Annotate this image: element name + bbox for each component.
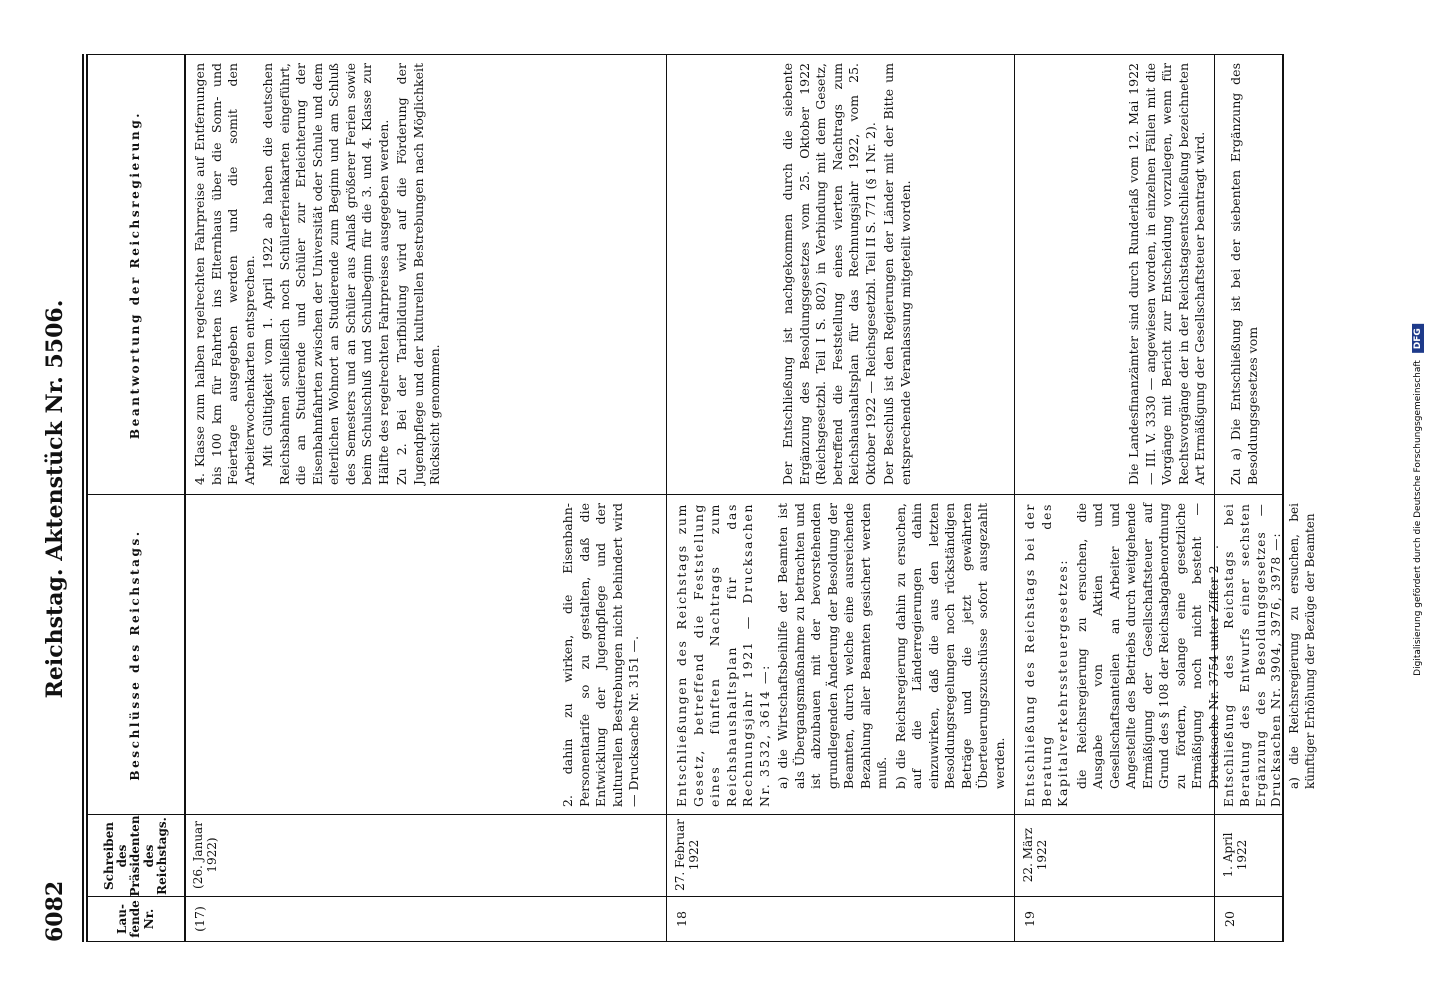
funding-note-text: Digitalisierung gefördert durch die Deutsche Forschungsgemeinschaft bbox=[1413, 360, 1423, 676]
col-header-resolutions: Beschlüsse des Reichstags. bbox=[88, 495, 186, 815]
answer-paragraph: Zu 2. Bei der Tarifbildung wird auf die Förderung der Jugendpflege und der kulturellen Bestrebungen nach Möglichkeit Rücksicht genommen. bbox=[394, 63, 442, 485]
row-date: 22. März 1922 bbox=[1021, 827, 1049, 883]
col-header-answer: Beantwortung der Reichsregierung. bbox=[88, 55, 186, 495]
row-separator bbox=[1214, 55, 1215, 941]
resolution-text bbox=[674, 503, 1010, 807]
row-number: 18 bbox=[674, 911, 689, 927]
col-header-date: Schreiben des Präsidenten des Reichstags. bbox=[88, 815, 186, 897]
answer-text bbox=[192, 63, 444, 485]
resolution-lead: Entschließung des Reichstags bei Beratung des Entwurfs einer sechsten Ergänzung des Besoldungsgesetzes — Drucksachen Nr. 3904, 3976, 3978 —: bbox=[1222, 503, 1284, 807]
resolution-lead: Entschließung des Reichstags bei der Beratung des Kapitalverkehrssteuergesetzes: bbox=[1022, 503, 1070, 807]
running-head: Reichstag. Aktenstück Nr. 5506. bbox=[42, 299, 68, 699]
row-date: (26. Januar 1922) bbox=[191, 821, 219, 889]
answer-paragraph: 4. Klasse zum halben regelrechten Fahrpreise auf Entfernungen bis 100 km für Fahrten ins Elternhaus über die Sonn- und Feiertage ausgegeben werden und die somit den Arbeiterwochenkarten entsprechen. bbox=[192, 63, 257, 485]
row-number: 19 bbox=[1022, 911, 1037, 927]
resolution-item: a) die Reichsregierung zu ersuchen, bei künftiger Erhöhung der Bezüge der Beamten bbox=[1287, 503, 1318, 789]
answer-text bbox=[1126, 63, 1209, 485]
resolution-lead: Entschließungen des Reichstags zum Gesetz, betreffend die Feststellung eines fünften Nachtrags zum Reichshaushaltsplan für das Rechnungsjahr 1921 — Drucksachen Nr. 3532, 3614 —: bbox=[674, 503, 772, 807]
row-date: 1. April 1922 bbox=[1221, 832, 1249, 878]
answer-paragraph: Zu a) Die Entschließung ist bei der siebenten Ergänzung des Besoldungsgesetzes vom bbox=[1228, 63, 1260, 485]
column-divider bbox=[88, 814, 1282, 815]
answer-paragraph: Die Landesfinanzämter sind durch Runderlaß vom 12. Mai 1922 — III. V. 3330 — angewiesen worden, in einzelnen Fällen mit die Vorgänge mit Bericht zur Entscheidung vorzulegen, wenn für Rechtsvorgänge der in der Reichstagsentschließung bezeichneten Art Ermäßigung der Gesellschaftsteuer beantragt wird. bbox=[1126, 63, 1207, 485]
resolution-item: b) die Reichsregierung dahin zu ersuchen, auf die Länderregierungen dahin einzuwirken, daß die aus den letzten Besoldungsregelungen noch rückständigen Beträge und die jetzt gewährten Überteuerungszuschüsse sofort ausgezahlt werden. bbox=[892, 503, 1007, 789]
answer-paragraph: Der Beschluß ist den Regierungen der Länder mit der Bitte um entsprechende Veranlassung mitgeteilt worden. bbox=[881, 63, 913, 485]
resolutions-table bbox=[86, 54, 1318, 942]
dfg-logo: DFG bbox=[1412, 324, 1424, 353]
answer-paragraph: Der Entschließung ist nachgekommen durch die siebente Ergänzung des Besoldungsgesetzes vom 25. Oktober 1922 (Reichsgesetzbl. Teil I S. 802) in Verbindung mit dem Gesetz, betreffend die Feststellung eines vierten Nachtrags zum Reichshaushaltsplan für das Rechnungsjahr 1922, vom 25. Oktober 1922 — Reichsgesetzbl. Teil II S. 771 (§ 1 Nr. 2). bbox=[780, 63, 878, 485]
resolution-item: 2. dahin zu wirken, die Eisenbahn-Personentarife so zu gestalten, daß die Entwicklung der Jugendpflege und der kulturellen Bestrebungen nicht behindert wird — Drucksache Nr. 3151 —. bbox=[560, 503, 641, 807]
row-separator bbox=[666, 55, 667, 941]
col-header-no: Lau-fende Nr. bbox=[88, 897, 186, 941]
resolution-item: die Reichsregierung zu ersuchen, die Ausgabe von Aktien und Gesellschaftsanteilen an Arbeiter und Angestellte des Betriebs durch weitgehende Ermäßigung der Gesellschaftsteuer auf Grund des § 108 der Reichsabgabenordnung zu fördern, solange eine gesetzliche Ermäßigung noch nicht besteht — Drucksache Nr. 3754 unter Ziffer 2 —. bbox=[1073, 503, 1221, 789]
row-number: 20 bbox=[1222, 911, 1237, 927]
answer-text bbox=[780, 63, 914, 485]
resolution-item: a) die Wirtschaftsbeihilfe der Beamten ist als Übergangsmaßnahme zu betrachten und ist abzubauen mit der bevorstehenden grundlegenden Änderung der Besoldung der Beamten, durch welche eine ausreichende Bezahlung aller Beamten gesichert werden muß. bbox=[775, 503, 889, 789]
row-number: (17) bbox=[192, 906, 207, 932]
resolution-text bbox=[1222, 503, 1321, 807]
resolution-text bbox=[558, 503, 645, 807]
answer-paragraph: Mit Gültigkeit vom 1. April 1922 ab haben die deutschen Reichsbahnen schließlich noch Schülerferienkarten eingeführt, die an Studierende und Schüler zur Erleichterung der Eisenbahnfahrten zwischen der Universität oder Schule und dem elterlichen Wohnort an Studierende zum Beginn und am Schluß des Semesters und an Schüler aus Anlaß größerer Ferien sowie beim Schulschluß und Schulbeginn für die 3. und 4. Klasse zur Hälfte des regelrechten Fahrpreises ausgegeben werden. bbox=[260, 63, 391, 485]
resolution-text bbox=[1022, 503, 1224, 807]
page-number: 6082 bbox=[42, 880, 68, 942]
funding-note bbox=[1412, 324, 1424, 676]
column-divider bbox=[88, 494, 1282, 495]
answer-text bbox=[1228, 63, 1261, 485]
double-rule bbox=[82, 54, 84, 942]
row-date: 27. Februar 1922 bbox=[673, 819, 701, 891]
page-header bbox=[42, 56, 74, 942]
row-separator bbox=[1014, 55, 1015, 941]
